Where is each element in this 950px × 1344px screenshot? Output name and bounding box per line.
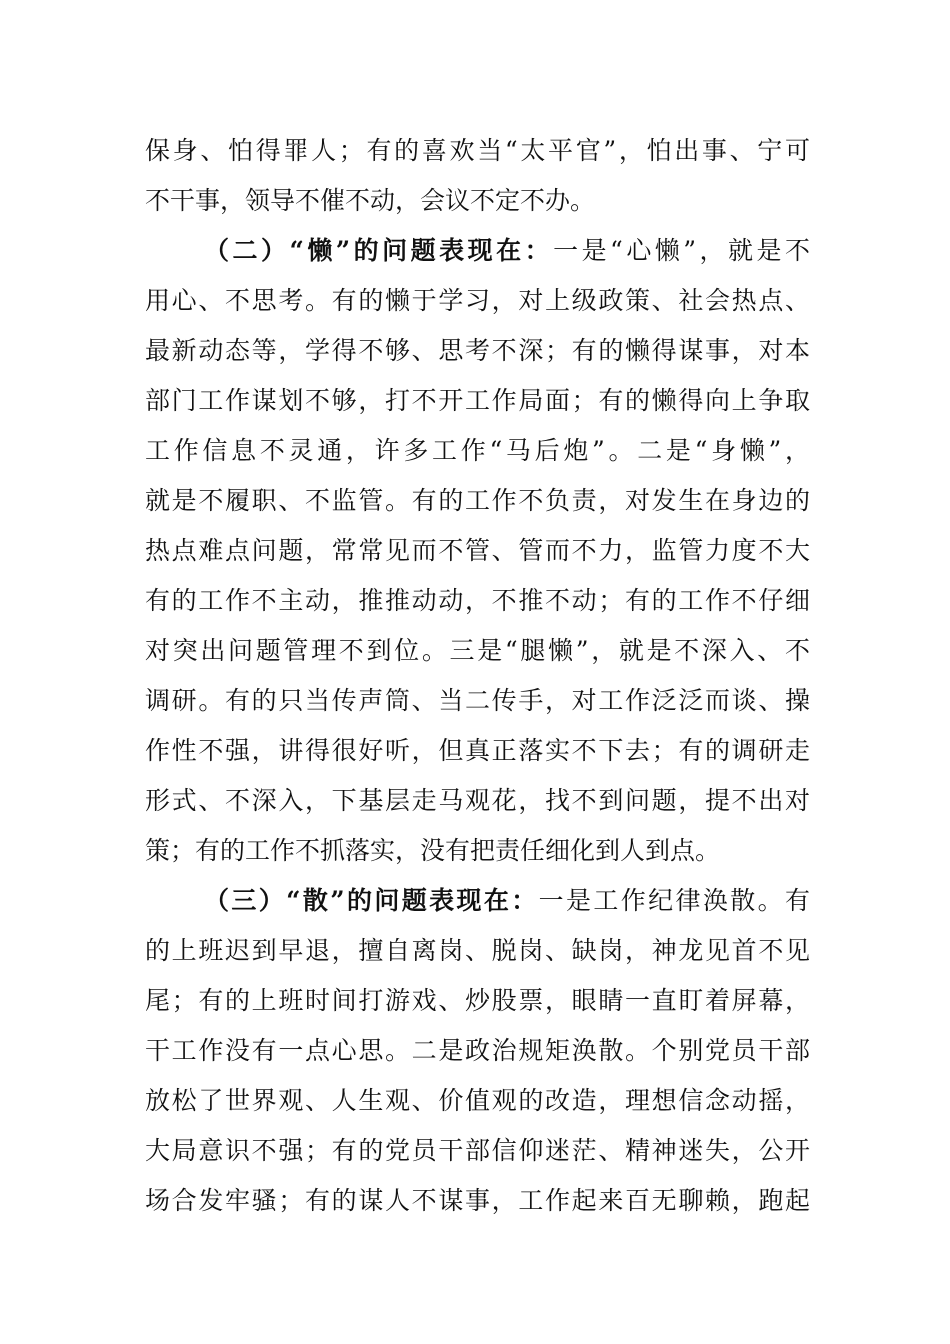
- section-3-first-line: [204, 883, 810, 919]
- text-line: 部门工作谋划不够，打不开工作局面；有的懒得向上争取: [145, 386, 810, 415]
- text-line: 就是不履职、不监管。有的工作不负责，对发生在身边的: [145, 486, 810, 515]
- section-2-first-line: [204, 233, 810, 269]
- text-line: 有的工作不主动，推推动动，不推不动；有的工作不仔细: [145, 586, 810, 615]
- text-line: 对突出问题管理不到位。三是“腿懒”，就是不深入、不: [145, 636, 810, 665]
- text-line: 形式、不深入，下基层走马观花，找不到问题，提不出对: [145, 786, 810, 815]
- text-line: 用心、不思考。有的懒于学习，对上级政策、社会热点、: [145, 286, 810, 315]
- text-line: 作性不强，讲得很好听，但真正落实不下去；有的调研走: [145, 736, 810, 765]
- text-line: 干工作没有一点心思。二是政治规矩涣散。个别党员干部: [145, 1036, 810, 1065]
- text-line: 策；有的工作不抓落实，没有把责任细化到人到点。: [145, 836, 721, 865]
- text-line: 尾；有的上班时间打游戏、炒股票，眼睛一直盯着屏幕，: [145, 986, 810, 1015]
- section-3-text: 一是工作纪律涣散。有: [538, 886, 810, 915]
- text-line: 调研。有的只当传声筒、当二传手，对工作泛泛而谈、操: [145, 686, 810, 715]
- text-line: 工作信息不灵通，许多工作“马后炮”。二是“身懒”，: [145, 436, 810, 465]
- text-line: 场合发牢骚；有的谋人不谋事，工作起来百无聊赖，跑起: [145, 1186, 810, 1215]
- text-line: 最新动态等，学得不够、思考不深；有的懒得谋事，对本: [145, 336, 810, 365]
- text-line: 放松了世界观、人生观、价值观的改造，理想信念动摇，: [145, 1086, 810, 1115]
- section-2-heading: （二）“懒”的问题表现在：: [204, 236, 554, 265]
- text-line: 不干事，领导不催不动，会议不定不办。: [145, 186, 596, 215]
- section-3-heading: （三）“散”的问题表现在：: [204, 886, 539, 915]
- text-line: 大局意识不强；有的党员干部信仰迷茫、精神迷失，公开: [145, 1136, 810, 1165]
- text-line: 的上班迟到早退，擅自离岗、脱岗、缺岗，神龙见首不见: [145, 936, 810, 965]
- section-2-text: 一是“心懒”，就是不: [553, 236, 810, 265]
- text-line: 保身、怕得罪人；有的喜欢当“太平官”，怕出事、宁可: [145, 136, 810, 165]
- text-line: 热点难点问题，常常见而不管、管而不力，监管力度不大: [145, 536, 810, 565]
